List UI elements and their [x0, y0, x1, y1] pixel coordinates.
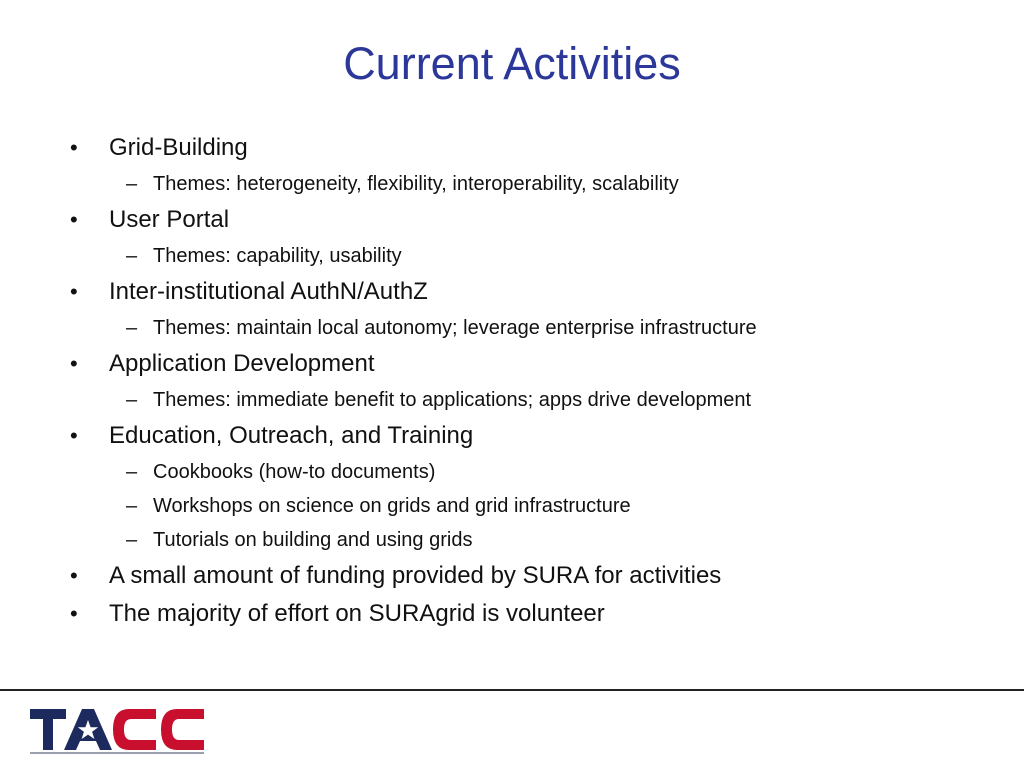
sub-bullet-dash: –	[126, 529, 138, 551]
sub-bullet-item	[0, 523, 1024, 557]
bullet-text: A small amount of funding provided by SURA for activities	[109, 562, 722, 589]
sub-bullet-text: Themes: maintain local autonomy; leverage enterprise infrastructure	[153, 317, 757, 339]
sub-bullet-item	[0, 383, 1024, 417]
sub-bullet-item	[0, 239, 1024, 273]
sub-bullet-text: Themes: immediate benefit to applications; apps drive development	[153, 389, 752, 411]
logo-letter-t	[30, 709, 66, 750]
sub-bullet-dash: –	[126, 173, 138, 195]
sub-bullet-text: Themes: capability, usability	[153, 245, 402, 267]
bullet-item	[0, 129, 1024, 167]
sub-bullet-text: Tutorials on building and using grids	[153, 529, 473, 551]
sub-bullet-dash: –	[126, 389, 138, 411]
bullet-item	[0, 595, 1024, 633]
bullet-item	[0, 201, 1024, 239]
sub-bullet-text: Themes: heterogeneity, flexibility, interoperability, scalability	[153, 173, 679, 195]
sub-bullet-item	[0, 489, 1024, 523]
bullet-item	[0, 557, 1024, 595]
tacc-logo	[28, 706, 206, 754]
bullet-dot: •	[70, 207, 78, 232]
sub-bullet-dash: –	[126, 461, 138, 483]
bullet-text: Grid-Building	[109, 134, 248, 161]
sub-bullet-item	[0, 311, 1024, 345]
bullet-dot: •	[70, 279, 78, 304]
bullet-dot: •	[70, 563, 78, 588]
bullet-list	[0, 129, 1024, 633]
footer-divider	[0, 689, 1024, 691]
bullet-text: Education, Outreach, and Training	[109, 422, 474, 449]
bullet-text: User Portal	[109, 206, 230, 233]
bullet-dot: •	[70, 601, 78, 626]
sub-bullet-dash: –	[126, 245, 138, 267]
bullet-text: Application Development	[109, 350, 375, 377]
bullet-text: Inter-institutional AuthN/AuthZ	[109, 278, 428, 305]
bullet-dot: •	[70, 423, 78, 448]
sub-bullet-item	[0, 455, 1024, 489]
sub-bullet-text: Cookbooks (how-to documents)	[153, 461, 436, 483]
bullet-item	[0, 273, 1024, 311]
tacc-logo-graphic	[28, 706, 206, 754]
bullet-item	[0, 345, 1024, 383]
sub-bullet-item	[0, 167, 1024, 201]
bullet-dot: •	[70, 351, 78, 376]
sub-bullet-dash: –	[126, 495, 138, 517]
bullet-item	[0, 417, 1024, 455]
bullet-text: The majority of effort on SURAgrid is volunteer	[109, 600, 605, 627]
bullet-dot: •	[70, 135, 78, 160]
slide-title: Current Activities	[343, 38, 681, 89]
sub-bullet-dash: –	[126, 317, 138, 339]
sub-bullet-text: Workshops on science on grids and grid infrastructure	[153, 495, 631, 517]
